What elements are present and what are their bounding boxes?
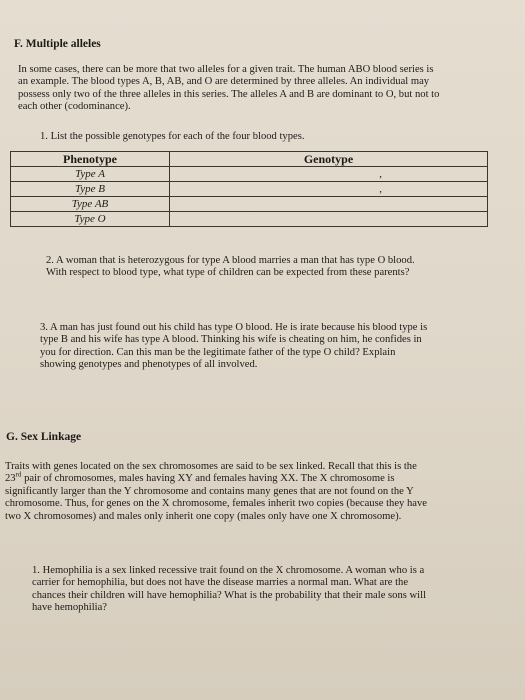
intro-line-rest: pair of chromosomes, males having XY and females having XX. The X chromosome is [21,473,395,485]
intro-line: Traits with genes located on the sex chromosomes are said to be sex linked. Recall that this is the [5,461,417,472]
genotype-cell[interactable] [170,197,488,212]
phenotype-cell: Type B [11,182,170,197]
table-row [11,212,488,227]
question-text: carrier for hemophilia, but does not have the disease marries a normal man. What are the [32,577,409,589]
question-text: 1. Hemophilia is a sex linked recessive trait found on the X chromosome. A woman who is a [32,565,425,576]
question-text: With respect to blood type, what type of children can be expected from these parents? [46,267,410,279]
intro-line: In some cases, there can be more that two alleles for a given trait. The human ABO blood series is [18,64,434,75]
intro-line: an example. The blood types A, B, AB, and O are determined by three alleles. An individual may [18,76,430,88]
question-text: 1. List the possible genotypes for each of the four blood types. [40,131,305,142]
genotype-cell[interactable]: , [170,167,488,182]
question-text: type B and his wife has type A blood. Thinking his wife is cheating on him, he confides in [40,334,422,346]
ordinal-suffix: rd [15,470,22,479]
question-text: 2. A woman that is heterozygous for type A blood marries a man that has type O blood. [46,255,415,266]
intro-line [5,470,427,485]
intro-line: chromosome. Thus, for genes on the X chromosome, females inherit two copies (because they have [5,498,427,510]
intro-line: two X chromosomes) and males only inherit one copy (males only have one X chromosome). [5,510,402,522]
section-f-intro [18,64,439,114]
question-f3 [40,322,427,372]
section-g-title: G. Sex Linkage [6,431,82,443]
question-text: showing genotypes and phenotypes of all involved. [40,359,258,371]
question-f2 [46,255,415,280]
genotype-header: Genotype [170,152,488,167]
phenotype-cell: Type A [11,167,170,182]
question-text: you for direction. Can this man be the legitimate father of the type O child? Explain [40,346,396,358]
section-g-intro [5,461,427,523]
question-text: have hemophilia? [32,602,108,614]
question-text: 3. A man has just found out his child has type O blood. He is irate because his blood type is [40,322,428,333]
section-f-title: F. Multiple alleles [14,38,101,50]
genotype-cell[interactable]: , [170,182,488,197]
genotype-table [10,151,488,227]
table-header-row [11,152,488,167]
table-row [11,197,488,212]
question-f1 [40,131,305,143]
table-row [11,167,488,182]
genotype-cell[interactable] [170,212,488,227]
table-row [11,182,488,197]
intro-line: possess only two of the three alleles in this series. The alleles A and B are dominant to O, but not to [18,88,440,100]
question-g1 [32,565,426,615]
intro-line: significantly larger than the Y chromosome and contains many genes that are not found on the Y [5,485,414,497]
phenotype-header: Phenotype [11,152,170,167]
question-text: chances their children will have hemophilia? What is the probability that their male sons will [32,589,427,601]
intro-line: each other (codominance). [18,101,131,113]
phenotype-cell: Type O [11,212,170,227]
ordinal-number: 23 [5,473,16,485]
phenotype-cell: Type AB [11,197,170,212]
